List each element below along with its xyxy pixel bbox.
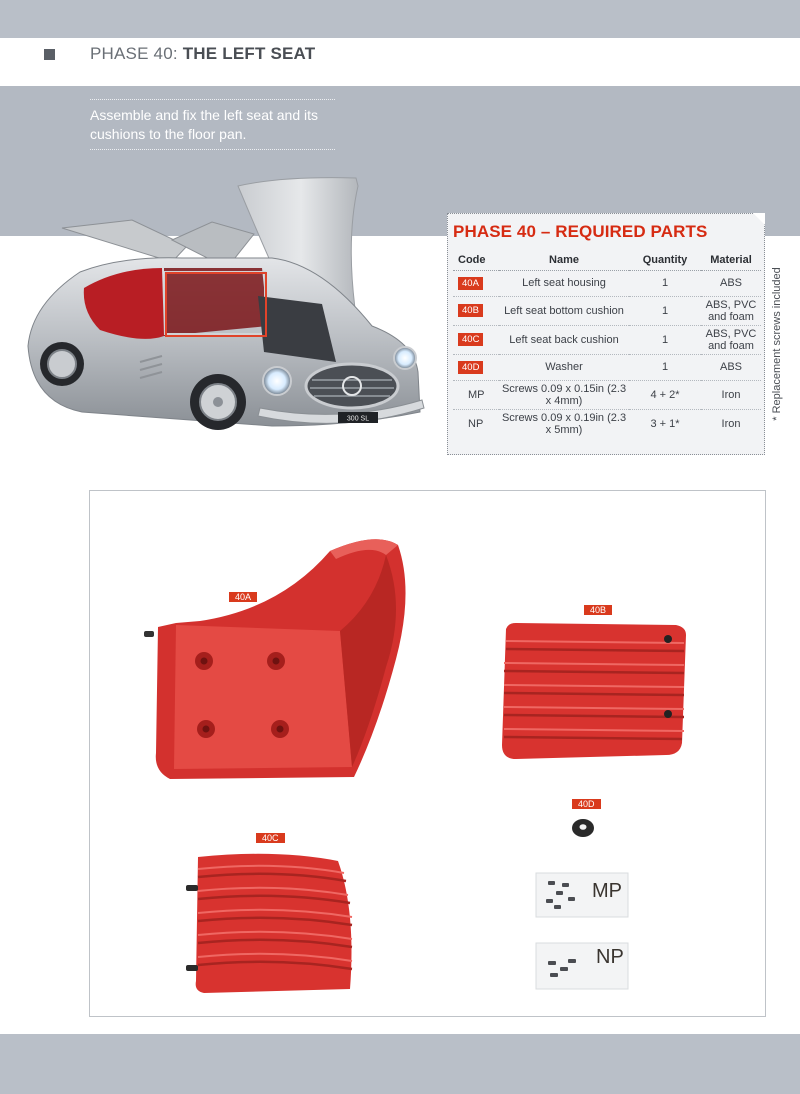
column-header-quantity: Quantity [629,251,701,270]
part-name: Left seat back cushion [499,325,629,354]
part-code: NP [468,417,484,430]
panel-corner-cut [753,213,765,225]
washer-image [570,817,596,839]
table-row [453,409,761,438]
np-bag-label: NP [596,946,624,968]
parts-photo-frame [89,490,766,1017]
part-name: Screws 0.09 x 0.19in (2.3 x 5mm) [501,411,627,436]
car-plate-text: 300 SL [346,415,370,423]
part-name: Washer [499,354,629,380]
top-bar [0,0,800,38]
code-badge: 40D [458,361,483,374]
car-illustration [22,176,432,448]
part-quantity: 1 [629,270,701,296]
seat-housing-image [140,531,430,781]
intro-text: Assemble and fix the left seat and its cushions to the floor pan. [90,99,335,150]
column-header-material: Material [701,251,761,270]
part-material: ABS [701,354,761,380]
code-badge: 40A [458,277,483,290]
part-label-40d: 40D [572,799,601,809]
page-title [90,44,315,64]
part-label-40c: 40C [256,833,285,843]
column-header-name: Name [499,251,629,270]
part-code: MP [468,388,485,401]
part-name: Left seat bottom cushion [499,296,629,325]
table-row [453,354,761,380]
part-quantity: 1 [629,354,701,380]
required-parts-table [453,251,761,438]
part-quantity: 4 + 2* [629,380,701,409]
part-quantity: 3 + 1* [650,417,680,430]
part-name: Left seat housing [499,270,629,296]
table-header-row [453,251,761,270]
table-row [453,380,761,409]
part-material: Iron [701,380,761,409]
part-material: ABS [701,270,761,296]
table-row [453,296,761,325]
part-quantity: 1 [629,325,701,354]
phase-header [0,38,800,86]
required-parts-title: PHASE 40 – REQUIRED PARTS [453,222,708,241]
np-screws-bag-image [534,939,630,991]
table-row [453,270,761,296]
part-label-40b: 40B [584,605,612,615]
part-quantity: 1 [629,296,701,325]
code-badge: 40C [458,333,483,346]
table-row [453,325,761,354]
seat-bottom-cushion-image [496,619,690,761]
footnote-text: * Replacement screws included [771,267,783,421]
square-bullet-icon [44,49,55,60]
part-material: ABS, PVC and foam [701,296,761,325]
seat-back-cushion-image [186,851,362,997]
phase-title: THE LEFT SEAT [182,44,316,63]
code-badge: 40B [458,304,483,317]
phase-label: PHASE 40: [90,44,183,63]
part-material: ABS, PVC and foam [701,325,761,354]
required-parts-panel [447,213,765,455]
part-label-40a: 40A [229,592,257,602]
mp-bag-label: MP [592,880,622,902]
bottom-bar [0,1034,800,1094]
part-material: Iron [721,417,741,430]
column-header-code: Code [453,251,499,270]
part-name: Screws 0.09 x 0.15in (2.3 x 4mm) [499,380,629,409]
replacement-screws-note [769,258,785,430]
mp-screws-bag-image [534,869,630,919]
